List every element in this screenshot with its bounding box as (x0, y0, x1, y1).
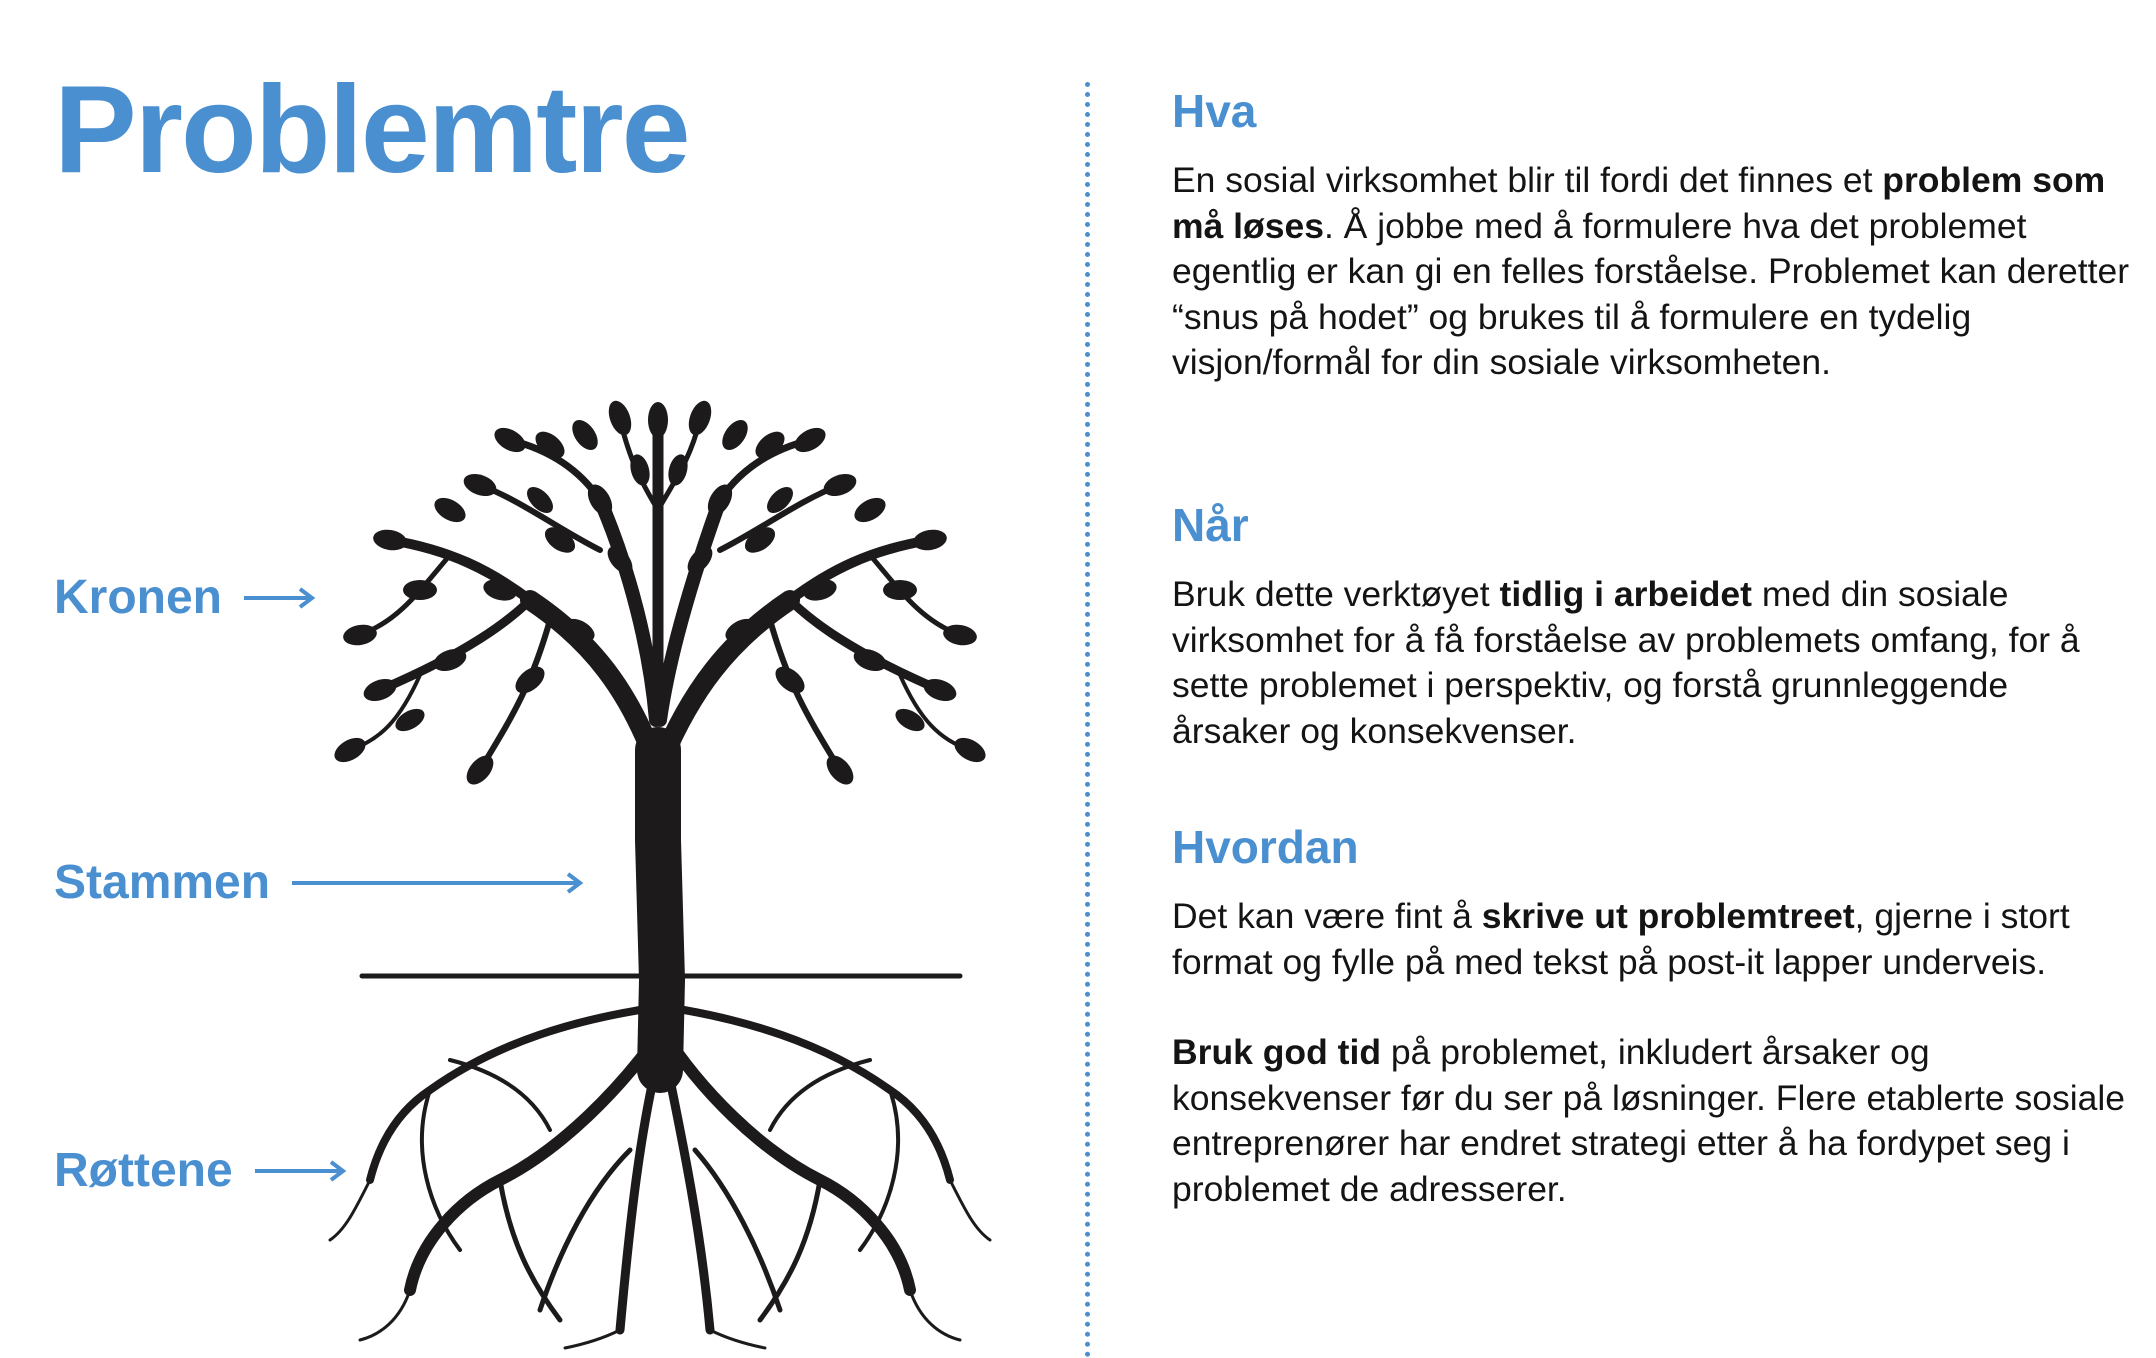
dotted-divider (1085, 82, 1090, 1358)
trunk-label-text: Stammen (54, 856, 271, 909)
bold-fragment: tidlig i arbeidet (1499, 574, 1752, 614)
crown-label-text: Kronen (54, 571, 222, 624)
section-hva (1172, 85, 2132, 386)
bold-fragment: Bruk god tid (1172, 1032, 1382, 1072)
text-fragment: Bruk dette verktøyet (1172, 574, 1500, 614)
roots-label-text: Røttene (54, 1144, 233, 1197)
text-fragment: , gjerne i stort format og fylle på med tekst på post-it lapper underveis. (1172, 896, 2070, 982)
text-fragment: på problemet, inkludert årsaker og konsekvenser før du ser på løsninger. Flere etablerte sosiale entreprenører har endret strategi etter å ha fordypet seg i problemet de adresserer. (1172, 1032, 2126, 1209)
bold-fragment: skrive ut problemtreet (1481, 896, 1855, 936)
page-title: Problemtre (54, 61, 689, 199)
roots-label (54, 1143, 347, 1198)
text-fragment: En sosial virksomhet blir til fordi det finnes et (1172, 160, 1883, 200)
text-fragment: Det kan være fint å (1172, 896, 1482, 936)
arrow-right-icon (292, 871, 584, 895)
trunk-label (54, 855, 584, 910)
section-text-hvordan-1 (1172, 894, 2132, 985)
crown-label (54, 570, 316, 625)
section-text-nar (1172, 572, 2132, 754)
bold-fragment: problem som må løses (1172, 160, 2106, 246)
arrow-right-icon (255, 1159, 347, 1183)
section-nar (1172, 499, 2132, 754)
section-text-hva (1172, 158, 2132, 386)
section-heading-hvordan: Hvordan (1172, 821, 1359, 873)
section-heading-hva: Hva (1172, 85, 1257, 137)
text-fragment: . Å jobbe med å formulere hva det problemet egentlig er kan gi en felles forståelse. Problemet kan deretter “snus på hodet” og brukes til å formulere en tydelig visjon/formål for din sosiale virksomheten. (1172, 205, 2130, 382)
section-heading-nar: Når (1172, 499, 1249, 551)
text-fragment: med din sosiale virksomhet for å få forståelse av problemets omfang, for å sette problemet i perspektiv, og forstå grunnleggende årsaker og konsekvenser. (1172, 574, 2080, 751)
arrow-right-icon (244, 586, 316, 610)
section-text-hvordan-2 (1172, 1030, 2132, 1212)
section-hvordan (1172, 821, 2132, 1212)
